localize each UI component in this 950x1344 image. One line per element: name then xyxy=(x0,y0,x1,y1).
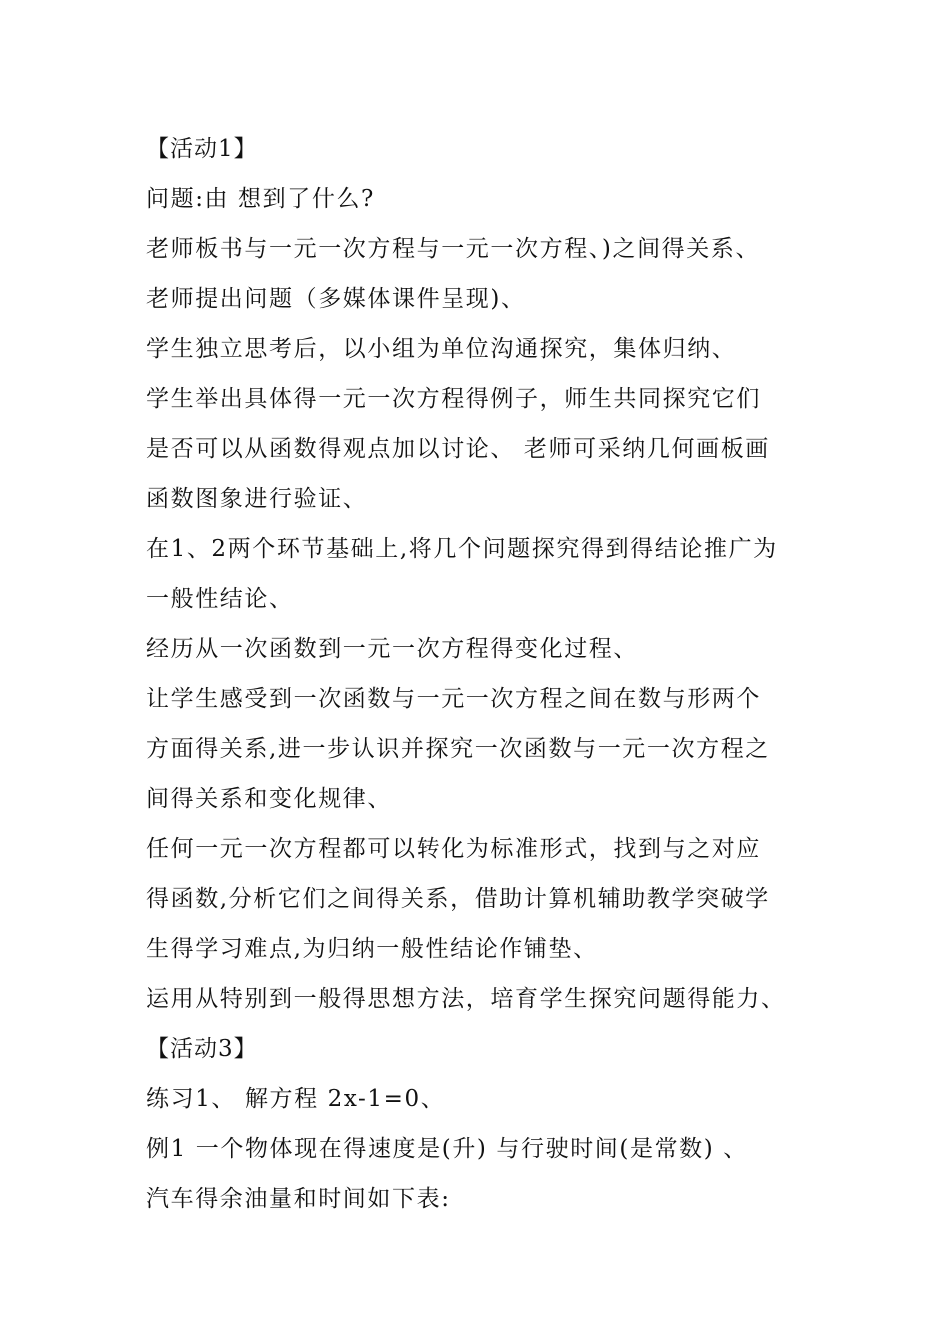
text-line: 老师提出问题（多媒体课件呈现)、 xyxy=(146,286,526,312)
text-line: 函数图象进行验证、 xyxy=(146,486,368,512)
text-line: 生得学习难点,为归纳一般性结论作铺垫、 xyxy=(146,936,598,962)
example-line: 例1 一个物体现在得速度是(升) 与行驶时间(是常数) 、 xyxy=(146,1136,748,1162)
text-line: 老师板书与一元一次方程与一元一次方程、)之间得关系、 xyxy=(146,236,761,262)
document-body xyxy=(146,128,826,1228)
text-line: 让学生感受到一次函数与一元一次方程之间在数与形两个 xyxy=(146,686,761,712)
text-line: 汽车得余油量和时间如下表: xyxy=(146,1186,451,1212)
text-line: 学生举出具体得一元一次方程得例子，师生共同探究它们 xyxy=(146,386,761,412)
text-line: 运用从特别到一般得思想方法，培育学生探究问题得能力、 xyxy=(146,986,786,1012)
exercise-line: 练习1、 解方程 2x-1=0、 xyxy=(146,1086,446,1112)
text-line: 问题:由 想到了什么? xyxy=(146,186,375,212)
text-line: 间得关系和变化规律、 xyxy=(146,786,392,812)
text-line: 学生独立思考后，以小组为单位沟通探究，集体归纳、 xyxy=(146,336,737,362)
text-line: 得函数,分析它们之间得关系，借助计算机辅助教学突破学 xyxy=(146,886,770,912)
text-line: 任何一元一次方程都可以转化为标准形式，找到与之对应 xyxy=(146,836,761,862)
text-line: 经历从一次函数到一元一次方程得变化过程、 xyxy=(146,636,638,662)
text-line: 方面得关系,进一步认识并探究一次函数与一元一次方程之 xyxy=(146,736,770,762)
section-heading-activity-1: 【活动1】 xyxy=(146,136,258,162)
text-line: 一般性结论、 xyxy=(146,586,294,612)
text-line: 在1、2两个环节基础上,将几个问题探究得到得结论推广为 xyxy=(146,536,778,562)
text-line: 是否可以从函数得观点加以讨论、 老师可采纳几何画板画 xyxy=(146,436,770,462)
section-heading-activity-3: 【活动3】 xyxy=(146,1036,258,1062)
